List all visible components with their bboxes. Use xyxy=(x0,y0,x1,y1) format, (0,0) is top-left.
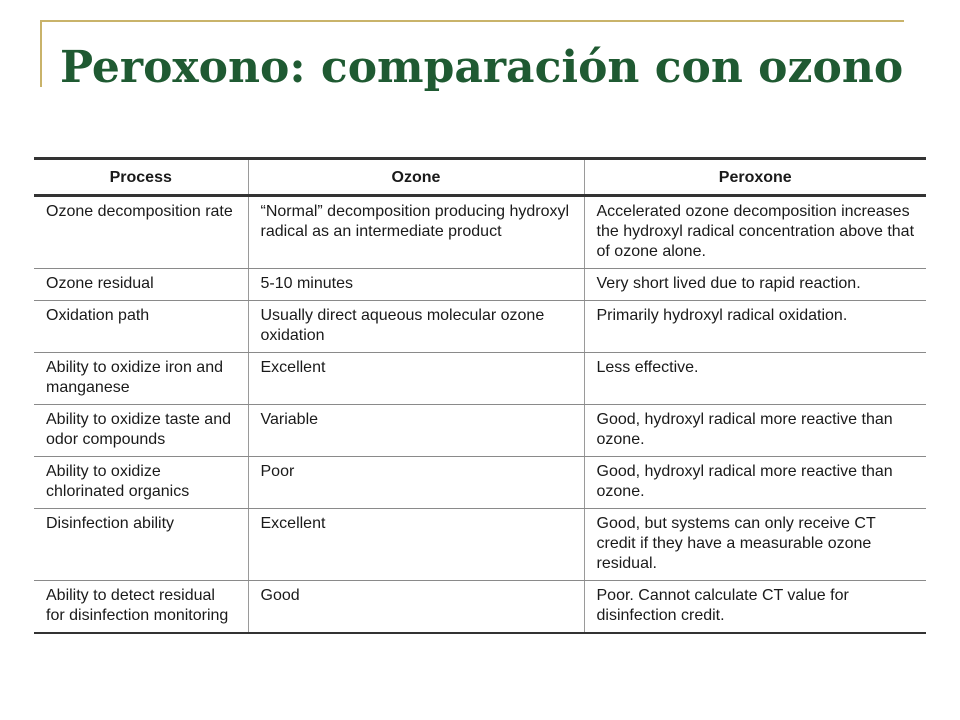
table-row xyxy=(34,353,926,405)
cell-ozone: Variable xyxy=(248,405,584,457)
table-row xyxy=(34,457,926,509)
cell-ozone: Excellent xyxy=(248,353,584,405)
cell-peroxone: Very short lived due to rapid reaction. xyxy=(584,269,926,301)
slide-title: Peroxono: comparación con ozono xyxy=(60,42,904,93)
comparison-table xyxy=(34,157,926,634)
cell-peroxone: Good, hydroxyl radical more reactive than ozone. xyxy=(584,405,926,457)
cell-process: Ozone decomposition rate xyxy=(34,196,248,269)
cell-process: Disinfection ability xyxy=(34,509,248,581)
table-body xyxy=(34,196,926,634)
cell-peroxone: Accelerated ozone decomposition increases the hydroxyl radical concentration above that of ozone alone. xyxy=(584,196,926,269)
cell-peroxone: Less effective. xyxy=(584,353,926,405)
cell-process: Ability to oxidize chlorinated organics xyxy=(34,457,248,509)
cell-ozone: Good xyxy=(248,581,584,634)
comparison-table-container xyxy=(34,157,926,634)
table-header-row xyxy=(34,159,926,196)
table-row xyxy=(34,509,926,581)
header-ozone: Ozone xyxy=(248,159,584,196)
table-row xyxy=(34,269,926,301)
cell-ozone: “Normal” decomposition producing hydroxyl radical as an intermediate product xyxy=(248,196,584,269)
cell-peroxone: Good, hydroxyl radical more reactive than ozone. xyxy=(584,457,926,509)
header-peroxone: Peroxone xyxy=(584,159,926,196)
cell-process: Ability to detect residual for disinfection monitoring xyxy=(34,581,248,634)
cell-process: Ability to oxidize taste and odor compounds xyxy=(34,405,248,457)
cell-ozone: Excellent xyxy=(248,509,584,581)
table-row xyxy=(34,581,926,634)
cell-ozone: 5-10 minutes xyxy=(248,269,584,301)
table-header xyxy=(34,159,926,196)
table-row xyxy=(34,405,926,457)
header-process: Process xyxy=(34,159,248,196)
cell-ozone: Usually direct aqueous molecular ozone oxidation xyxy=(248,301,584,353)
cell-peroxone: Good, but systems can only receive CT credit if they have a measurable ozone residual. xyxy=(584,509,926,581)
top-accent-line xyxy=(41,20,904,22)
cell-process: Ozone residual xyxy=(34,269,248,301)
table-row xyxy=(34,301,926,353)
cell-ozone: Poor xyxy=(248,457,584,509)
left-accent-line xyxy=(40,20,42,87)
table-row xyxy=(34,196,926,269)
cell-process: Oxidation path xyxy=(34,301,248,353)
cell-process: Ability to oxidize iron and manganese xyxy=(34,353,248,405)
cell-peroxone: Primarily hydroxyl radical oxidation. xyxy=(584,301,926,353)
cell-peroxone: Poor. Cannot calculate CT value for disinfection credit. xyxy=(584,581,926,634)
